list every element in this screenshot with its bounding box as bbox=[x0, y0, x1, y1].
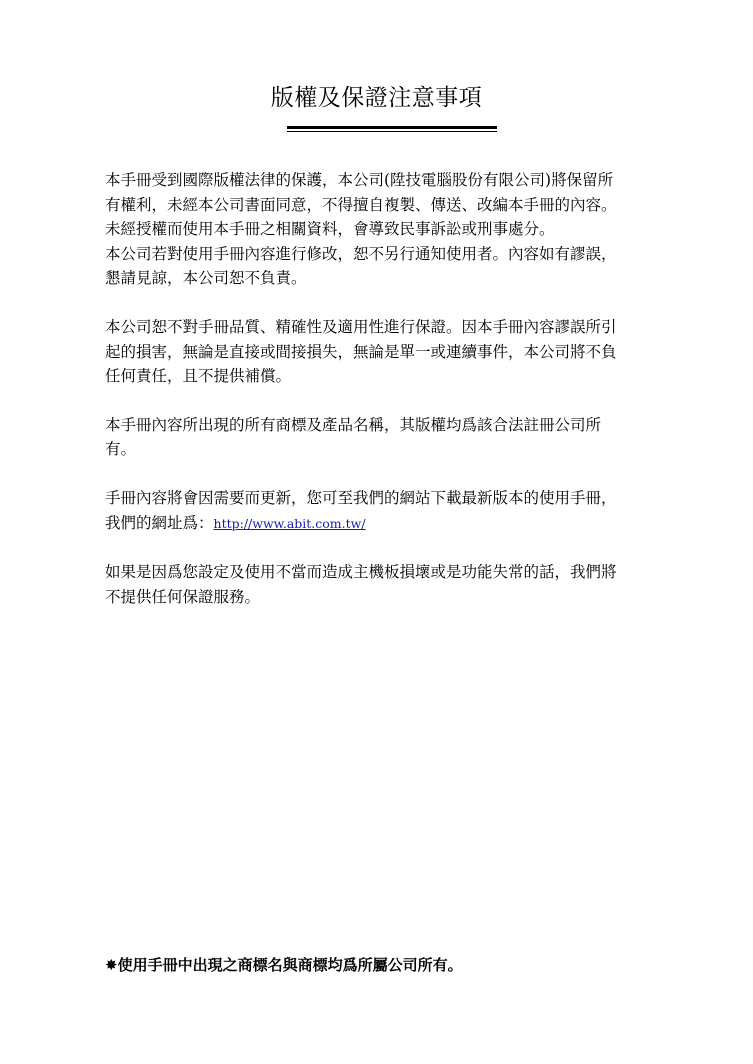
text-line: 如果是因爲您設定及使用不當而造成主機板損壞或是功能失常的話，我們將 bbox=[105, 563, 617, 582]
website-link[interactable]: http://www.abit.com.tw/ bbox=[213, 515, 366, 531]
url-line bbox=[105, 511, 685, 537]
text-line: 有。 bbox=[105, 440, 137, 459]
copyright-paragraph bbox=[105, 168, 685, 291]
text-line: 本公司若對使用手冊內容進行修改，恕不另行通知使用者。內容如有謬誤， bbox=[105, 244, 617, 263]
text-line: 手冊內容將會因需要而更新，您可至我們的網站下載最新版本的使用手冊， bbox=[105, 488, 617, 507]
text-line: 本手冊內容所出現的所有商標及產品名稱，其版權均爲該合法註冊公司所 bbox=[105, 415, 602, 434]
trademark-paragraph bbox=[105, 413, 685, 462]
document-body bbox=[105, 168, 685, 633]
page-title: 版權及保證注意事項 bbox=[270, 85, 483, 111]
title-underline-thick bbox=[287, 126, 497, 129]
trademark-footnote: ✸使用手冊中出現之商標名與商標均爲所屬公司所有。 bbox=[105, 956, 463, 974]
text-line: 任何責任，且不提供補償。 bbox=[105, 367, 292, 386]
text-line: 懇請見諒，本公司恕不負責。 bbox=[105, 269, 307, 288]
text-line: 本手冊受到國際版權法律的保護，本公司(陞技電腦股份有限公司)將保留所 bbox=[105, 171, 614, 189]
text-line: 未經授權而使用本手冊之相關資料，會導致民事訴訟或刑事處分。 bbox=[105, 220, 555, 239]
text-line: 本公司恕不對手冊品質、精確性及適用性進行保證。因本手冊內容謬誤所引 bbox=[105, 317, 617, 336]
url-prefix: 我們的網址爲： bbox=[105, 513, 214, 532]
title-underline-thin bbox=[287, 131, 497, 132]
text-line: 有權利，未經本公司書面同意，不得擅自複製、傳送、改編本手冊的內容。 bbox=[105, 195, 617, 214]
service-paragraph bbox=[105, 560, 685, 609]
text-line: 不提供任何保證服務。 bbox=[105, 587, 261, 606]
warranty-paragraph bbox=[105, 315, 685, 389]
update-paragraph bbox=[105, 486, 685, 536]
text-line: 起的損害，無論是直接或間接損失，無論是單一或連續事件，本公司將不負 bbox=[105, 342, 617, 361]
